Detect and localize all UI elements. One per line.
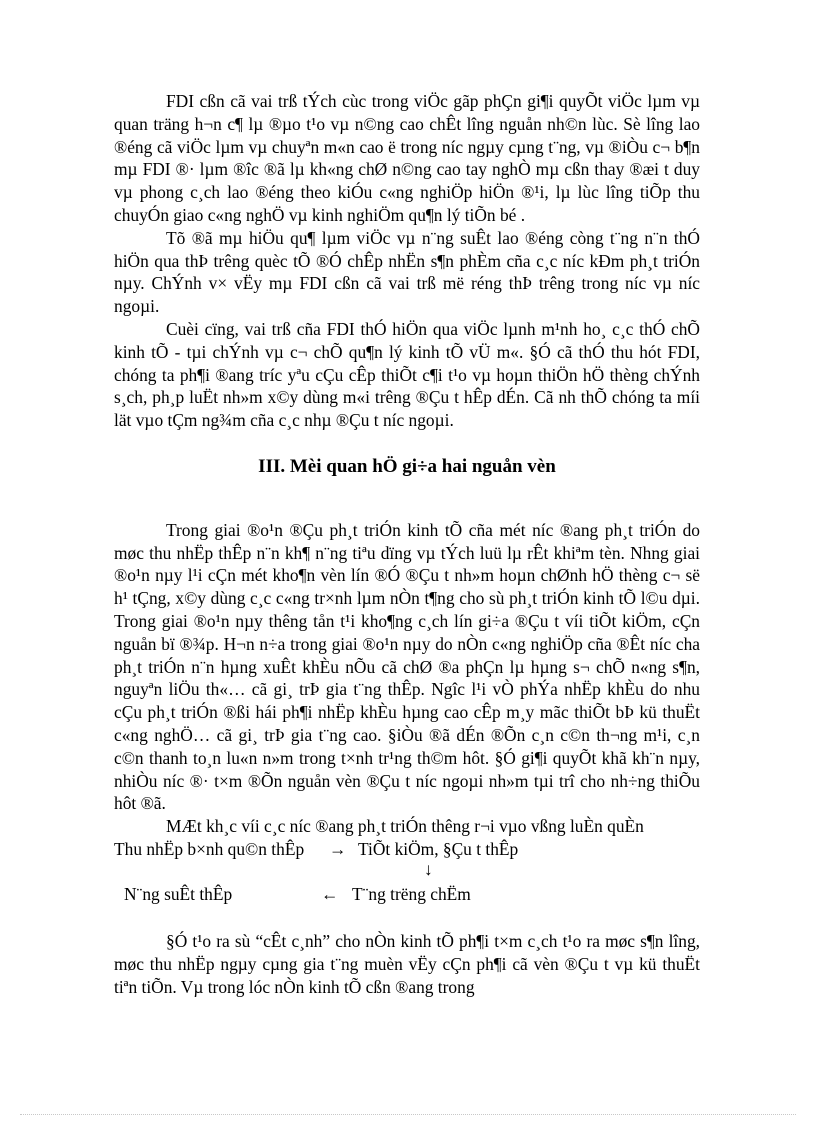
diagram-low-saving-investment: TiÕt kiÖm, §Çu t thÊp (358, 838, 519, 859)
arrow-right-icon: → (329, 838, 347, 859)
paragraph-fdi-labor: FDI cßn cã vai trß tÝch cùc trong viÖc gãp phÇn gi¶i quyÕt viÖc lµm vµ quan träng h¬n c¶ lµ ®µo t¹o vµ n©ng cao chÊt lîng nguån nh©n lùc. Sè lîng lao ®éng cã viÖc lµm vµ chuyªn m«n cao ë trong níc ngµy cµng t¨ng, vµ ®iÒu c¬ b¶n mµ FDI ®· lµm ®îc ®ã lµ kh«ng chØ n©ng cao tay nghÒ mµ cßn thay ®æi t duy vµ phong c¸ch lao ®éng theo kiÓu c«ng nghiÖp hiÖn ®¹i, lµ lùc lîng tiÕp thu chuyÓn giao c«ng nghÖ vµ kinh nghiÖm qu¶n lý tiÕn bé . (114, 91, 700, 225)
page-bottom-divider (20, 1114, 796, 1115)
paragraph-vicious-circle: MÆt kh¸c víi c¸c níc ®ang ph¸t triÓn thêng r¬i vµo vßng luÈn quÈn (166, 816, 644, 837)
arrow-left-icon: ← (321, 883, 339, 904)
section-heading: III. Mèi quan hÖ gi÷a hai nguån vèn (258, 455, 556, 477)
vicious-circle-diagram (114, 838, 700, 912)
paragraph-capital-gap: Trong giai ®o¹n ®Çu ph¸t triÓn kinh tÕ cña mét níc ®ang ph¸t triÓn do møc thu nhËp thÊp n¨n kh¶ n¨ng tiªu dïng vµ tÝch luü lµ rÊt khiªm tèn. Nhng giai ®o¹n nµy l¹i cÇn mét kho¶n vèn lín ®Ó ®Çu t nh»m hoµn chØnh hÖ thèng c¬ së h¹ tÇng, x©y dùng c¸c c«ng tr×nh lµm nÒn t¶ng cho sù ph¸t triÓn kinh tÕ l©u dµi. Trong giai ®o¹n nµy thêng tån t¹i kho¶ng c¸ch lín gi÷a ®Çu t víi tiÕt kiÖm, cÇn nguån bï ®¾p. H¬n n÷a trong giai ®o¹n nµy do nÒn c«ng nghiÖp cña ®Êt níc cha ph¸t triÓn n¨n hµng xuÊt khÈu nÕu cã chØ ®a phÇn lµ hµng s¬ chÕ n«ng s¶n, nguyªn liÖu th«… cã gi¸ trÞ gia t¨ng thÊp. Ngîc l¹i vÒ phÝa nhËp khÈu do nhu cÇu ph¸t triÓn ®ßi hái ph¶i nhËp khÈu hµng cao cÊp m¸y mãc thiÕt bÞ kü thuËt c«ng nghÖ… cã gi¸ trÞ gia t¨ng cao. §iÒu ®ã dÉn ®Õn c¸n c©n th¬ng m¹i, c¸n c©n thanh to¸n lu«n n»m trong t×nh tr¹ng th©m hôt. §Ó gi¶i quyÕt khã kh¨n nµy, nhiÒu níc ®· t×m ®Õn nguån vèn ®Çu t níc ngoµi nh»m tµi trî cho nh÷ng thiÕu hôt ®ã. (114, 519, 700, 814)
paragraph-institutions: Cuèi cïng, vai trß cña FDI thÓ hiÖn qua viÖc lµnh m¹nh ho¸ c¸c thÓ chÕ kinh tÕ - tµi chÝnh vµ c¬ chÕ qu¶n lý kinh tÕ vÜ m«. §Ó cã thÓ thu hót FDI, chóng ta ph¶i ®ang tríc yªu cÇu cÊp thiÕt c¶i t¹o vµ hoµn thiÖn hÖ thèng chÝnh s¸ch, ph¸p luËt nh»m x©y dùng m«i trêng ®Çu t hÊp dÉn. Cã nh thÕ chóng ta míi lät vµo tÇm ng¾m cña c¸c nhµ ®Çu t níc ngoµi. (114, 318, 700, 431)
diagram-slow-growth: T¨ng trëng chËm (352, 883, 471, 904)
paragraph-takeoff: §Ó t¹o ra sù “cÊt c¸nh” cho nÒn kinh tÕ ph¶i t×m c¸ch t¹o ra møc s¶n lîng, møc thu nhËp ngµy cµng gia t¨ng muèn vËy cÇn ph¶i cã vèn ®Çu t vµ kü thuËt tiªn tiÕn. Vµ trong lóc nÒn kinh tÕ cßn ®ang trong (114, 930, 700, 997)
paragraph-productivity: Tõ ®ã mµ hiÖu qu¶ lµm viÖc vµ n¨ng suÊt lao ®éng còng t¨ng n¨n thÓ hiÖn qua thÞ trêng quèc tÕ ®Ó chÊp nhËn s¶n phÈm cña c¸c níc kÐm ph¸t triÓn nµy. ChÝnh v× vËy mµ FDI cßn cã vai trß më réng thÞ trêng trong níc vµ níc ngoµi. (114, 227, 700, 317)
diagram-low-productivity: N¨ng suÊt thÊp (124, 883, 233, 904)
document-page (114, 90, 700, 998)
arrow-down-icon: ↓ (424, 858, 433, 879)
diagram-low-income: Thu nhËp b×nh qu©n thÊp (114, 838, 305, 859)
